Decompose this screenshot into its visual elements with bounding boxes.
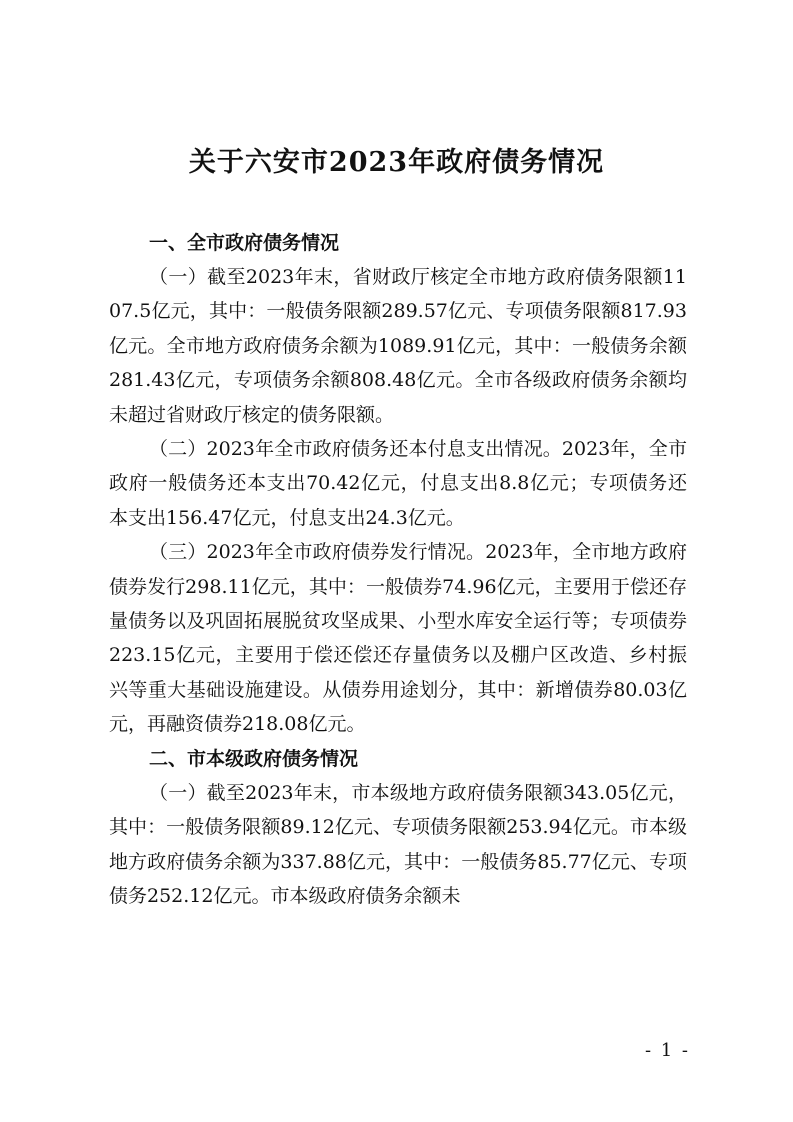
paragraph-municipal-debt: （一）截至2023年末，市本级地方政府债务限额343.05亿元，其中：一般债务限额89.12亿元、专项债务限额253.94亿元。市本级地方政府债务余额为337.88亿元，其中：一般债务85.77亿元、专项债务252.12亿元。市本级政府债务余额未 xyxy=(109,781,687,907)
paragraph-repayment-interest: （二）2023年全市政府债务还本付息支出情况。2023年，全市政府一般债务还本支出70.42亿元，付息支出8.8亿元；专项债务还本支出156.47亿元，付息支出24.3亿元。 xyxy=(109,438,687,529)
paragraph-bond-issuance: （三）2023年全市政府债券发行情况。2023年，全市地方政府债券发行298.11亿元，其中：一般债券74.96亿元，主要用于偿还存量债务以及巩固拓展脱贫攻坚成果、小型水库安全运行等；专项债券223.15亿元，主要用于偿还偿还存量债务以及棚户区改造、乡村振兴等重大基础设施建设。从债券用途划分，其中：新增债券80.03亿元，再融资债券218.08亿元。 xyxy=(109,541,687,736)
document-body xyxy=(109,226,687,913)
document-title: 关于六安市2023年政府债务情况 xyxy=(188,147,605,178)
section-heading-municipal: 二、市本级政府债务情况 xyxy=(149,747,359,770)
paragraph-debt-limit-balance: （一）截至2023年末，省财政厅核定全市地方政府债务限额1107.5亿元，其中：一般债务限额289.57亿元、专项债务限额817.93亿元。全市地方政府债务余额为1089.91亿元，其中：一般债务余额281.43亿元，专项债务余额808.48亿元。全市各级政府债务余额均未超过省财政厅核定的债务限额。 xyxy=(109,266,687,426)
section-heading-citywide: 一、全市政府债务情况 xyxy=(149,232,340,254)
page-number: - 1 - xyxy=(644,1040,690,1061)
